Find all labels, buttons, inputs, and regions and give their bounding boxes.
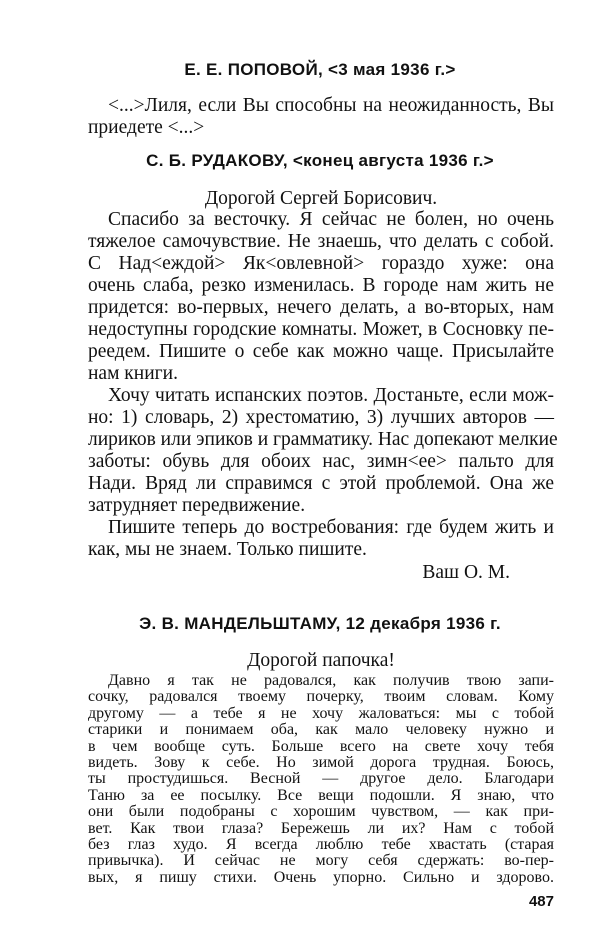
text-line: реедем. Пишите о себе как можно чаще. Присылайте [88, 341, 554, 362]
text-line: в чем вообще суть. Больше всего на свете хочу тебя [88, 737, 554, 755]
page-number: 487 [528, 893, 554, 910]
letter-heading-popova: Е. Е. ПОПОВОЙ, <3 мая 1936 г.> [184, 60, 456, 79]
text-line: без глаз худо. Я всегда люблю тебе хвастать (старая [88, 836, 554, 853]
text-line: Хочу читать испанских поэтов. Достаньте, если мож- [108, 385, 554, 406]
text-line: Давно я так не радовался, как получив твою запи- [108, 672, 554, 689]
text-line: тяжелое самочувствие. Не знаешь, что делать с собой. [88, 231, 554, 252]
text-line: Нади. Вряд ли справимся с этой проблемой. Она же [88, 473, 554, 494]
letter-heading-mandelstam: Э. В. МАНДЕЛЬШТАМУ, 12 декабря 1936 г. [139, 614, 501, 633]
text-line: <...>Лиля, если Вы способны на неожиданность, Вы [108, 95, 554, 116]
text-line: нам книги. [88, 363, 178, 384]
letter-signature: Ваш О. М. [422, 562, 510, 583]
letter-greeting: Дорогой Сергей Борисович. [204, 188, 438, 209]
text-line: вых, я пишу стихи. Очень упорно. Сильно и здорово. [88, 868, 554, 886]
text-line: Пишите теперь до востребования: где будем жить и [108, 517, 554, 538]
text-line: как, мы не знаем. Только пишите. [88, 539, 367, 560]
text-line: недоступны городские комнаты. Может, в Сосновку пе- [88, 319, 554, 340]
text-line: приедете <...> [88, 117, 205, 138]
text-line: заботы: обувь для обоих нас, зимн<ее> пальто для [88, 451, 554, 472]
text-line: сочку, радовался твоему почерку, твоим словам. Кому [88, 688, 554, 706]
text-line: старики и понимаем оба, как мало человеку нужно и [88, 721, 554, 739]
text-line: Спасибо за весточку. Я сейчас не болен, но очень [108, 209, 554, 230]
text-line: видеть. Зову к себе. Но зимой дорога трудная. Боюсь, [88, 754, 554, 771]
text-line: Таню за ее посылку. Все вещи подошли. Я знаю, что [88, 786, 554, 804]
text-line: лириков или эпиков и грамматику. Нас допекают мелкие [88, 429, 558, 450]
text-line: они были подобраны с хорошим чувством, — как при- [88, 803, 554, 821]
text-line: вет. Как твои глаза? Бережешь ли их? Нам с тобой [88, 819, 554, 837]
text-line: ты простудишься. Весной — другое дело. Благодари [88, 770, 554, 788]
text-line: придется: во-первых, нечего делать, а во-вторых, нам [88, 297, 554, 318]
text-line: С Над<еждой> Як<овлевной> гораздо хуже: она [88, 253, 554, 274]
letter-greeting: Дорогой папочка! [247, 650, 395, 671]
text-line: привычка). И сейчас не могу себя сдержать: во-пер- [88, 852, 554, 870]
text-line: другому — а тебе я не хочу жаловаться: мы с тобой [88, 704, 554, 722]
letter-heading-rudakov: С. Б. РУДАКОВУ, <конец августа 1936 г.> [146, 151, 494, 170]
text-line: очень слаба, резко изменилась. В городе нам жить не [88, 275, 554, 296]
text-line: затрудняет передвижение. [88, 495, 306, 516]
text-line: но: 1) словарь, 2) хрестоматию, 3) лучших авторов — [88, 407, 554, 428]
